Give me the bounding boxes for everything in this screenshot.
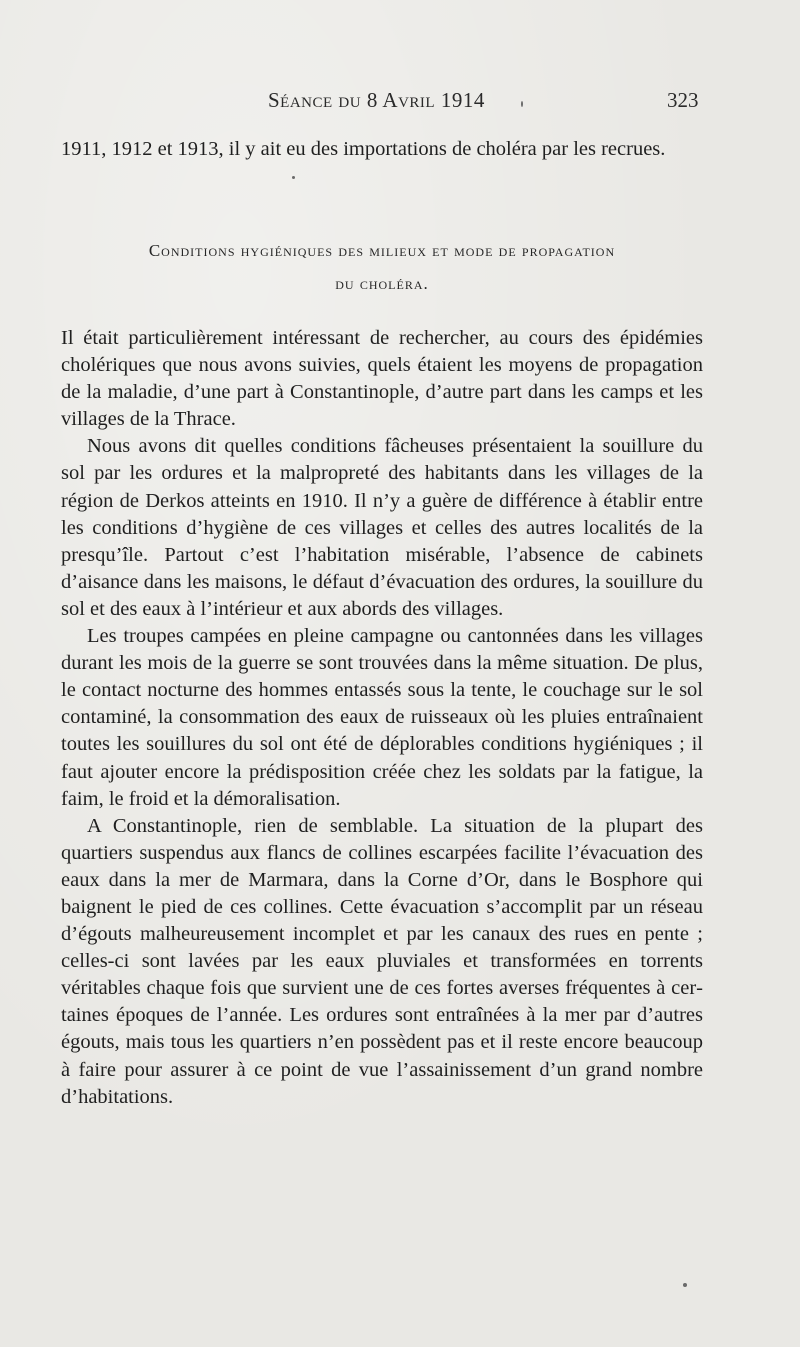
carryover-paragraph: 1911, 1912 et 1913, il y ait eu des importations de choléra par les recrues.	[61, 138, 666, 160]
paragraph: A Constantinople, rien de semblable. La situation de la plupart des quartiers suspendus aux flancs de collines escarpées facilite l’évacuation des eaux dans la mer de Marmara, dans la Corne d’Or, dans le Bosphore qui baignent le pied de ces collines. Cette évacuation s’accomplit par un réseau d’égouts malheureusement incomplet et par les canaux des rues en pente ; celles-ci sont lavées par les eaux pluviales et transformées en torrents véritables chaque fois que survient une de ces fortes averses fréquentes à certaines époques de l’année. Les ordures sont entraînées à la mer par d’autres égouts, mais tous les quartiers n’en possèdent pas et il reste encore beaucoup à faire pour assurer à ce point de vue l’assainissement d’un grand nombre d’habitations.	[61, 814, 703, 1108]
page-number: 323	[667, 88, 699, 112]
running-title: Séance du 8 Avril 1914	[268, 88, 485, 112]
ink-speck	[292, 176, 295, 179]
section-heading-line-1: Conditions hygiéniques des milieux et mode de propagation	[148, 241, 616, 260]
paragraph: Les troupes campées en pleine campagne ou cantonnées dans les villages durant les mois de la guerre se sont trouvées dans la même situation. De plus, le contact nocturne des hommes entassés sous la tente, le couchage sur le sol contaminé, la consommation des eaux de ruisseaux où les pluies entraînaient toutes les souillures du sol ont été de déplorables conditions hygiéniques ; il faut ajouter encore la prédisposition créée chez les soldats par la fatigue, la faim, le froid et la démoralisation.	[61, 625, 703, 810]
paragraph: Il était particulièrement intéressant de rechercher, au cours des épidémies cholériques que nous avons suivies, quels étaient les moyens de propagation de la maladie, d’une part à Constantinople, d’autre part dans les camps et les villages de la Thrace.	[61, 327, 703, 431]
ink-speck	[683, 1283, 687, 1287]
ink-speck	[521, 101, 523, 107]
paragraph: Nous avons dit quelles conditions fâcheuses présentaient la souillure du sol par les ordures et la malpropreté des habitants dans les villages de la région de Derkos atteints en 1910. Il n’y a guère de différence à établir entre les conditions d’hygiène de ces villages et celles des autres localités de la presqu’île. Partout c’est l’habitation misérable, l’absence de cabinets d’aisance dans les maisons, le défaut d’évacuation des ordures, la souillure du sol et des eaux à l’intérieur et aux abords des villages.	[61, 435, 703, 620]
body-text	[61, 325, 703, 1111]
section-heading	[61, 234, 703, 300]
section-heading-line-2: du choléra.	[335, 274, 429, 293]
running-header	[268, 88, 485, 113]
